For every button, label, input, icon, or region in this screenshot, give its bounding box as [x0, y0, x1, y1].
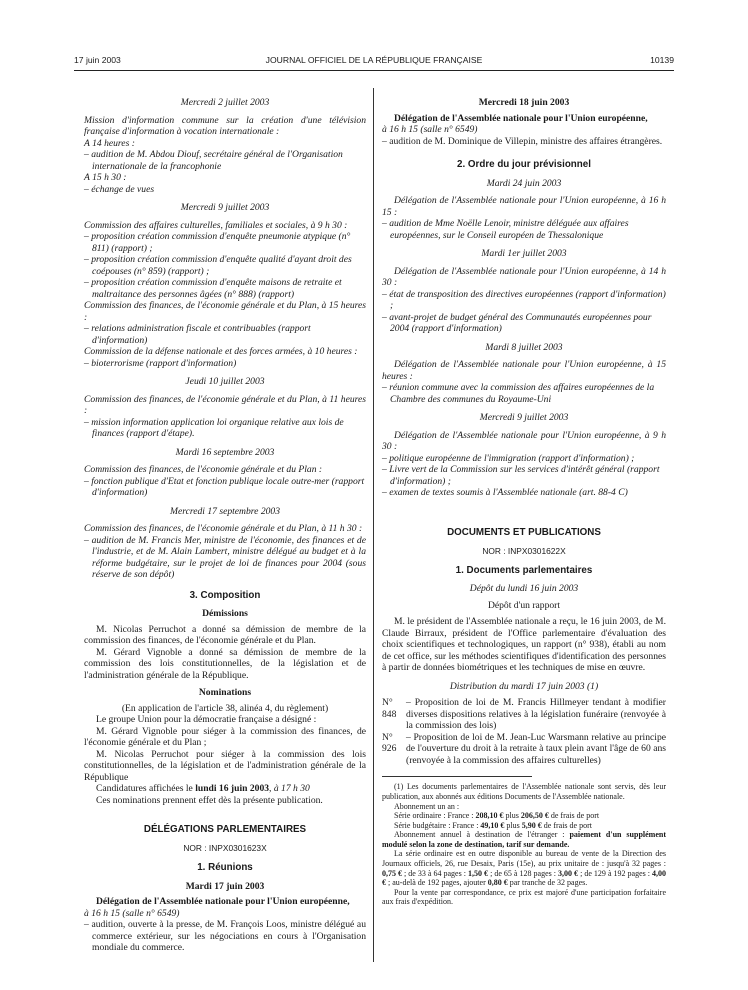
header-date: 17 juin 2003 [74, 55, 121, 65]
price: 0,75 € [382, 868, 403, 878]
text-span: Série budgétaire : France : [394, 820, 481, 830]
meeting-time: A 14 heures : [84, 137, 135, 149]
price: 5,90 € [521, 820, 542, 830]
agenda-item: – politique européenne de l'immigration (rapport d'information) ; [382, 452, 635, 464]
document-entry [382, 697, 666, 732]
body-heading: Délégation de l'Assemblée nationale pour l'Union européenne, [96, 896, 350, 908]
agenda-item: – audition de Mme Noëlle Lenoir, ministre déléguée aux affaires européennes, sur le Conseil européen de Thessalonique [382, 218, 629, 241]
document-entry [382, 732, 666, 767]
paragraph: M. le président de l'Assemblée nationale a reçu, le 16 juin 2003, de M. Claude Birraux, président de l'Office parlementaire d'évaluation des choix scientifiques et technologiques, un rapport (n° 938), établi au nom de cet office, sur les méthodes scientifiques d'identification des personnes à partir de données biométriques et les techniques de mise en œuvre. [382, 616, 666, 674]
document-title: – Proposition de loi de M. Jean-Luc Warsmann relative au principe de l'ouverture du droit à la retraite à taux plein avant l'âge de 60 ans (renvoyée à la commission des affaires culturelles) [406, 731, 666, 766]
paragraph: Le groupe Union pour la démocratie française a désigné : [96, 714, 317, 726]
text-span: Série ordinaire : France : [394, 811, 476, 821]
price: 208,10 € [475, 811, 504, 821]
text-span: La série ordinaire est en outre disponible au bureau de vente de la Direction des Journaux officiels, 26, rue Desaix, Paris (15e), au prix unitaire de : jusqu'à 32 pages : [382, 849, 666, 869]
text-span: , à 17 h 30 [269, 783, 310, 795]
document-title: – Proposition de loi de M. Francis Hillmeyer tendant à modifier diverses dispositions relatives à la législation funéraire (renvoyée à la commission des lois) [406, 697, 666, 732]
agenda-item: – proposition création commission d'enquête maisons de retraite et maltraitance des personnes âgées (n° 888) (rapport) [84, 277, 342, 300]
agenda-item: – proposition création commission d'enquête qualité d'ayant droit des coépouses (n° 859) (rapport) ; [84, 254, 352, 277]
date-heading: Distribution du mardi 17 juin 2003 (1) [449, 680, 599, 692]
text-span: ; de 33 à 64 pages : [402, 868, 469, 878]
text-span: de frais de port [541, 820, 592, 830]
agenda-item: – audition, ouverte à la presse, de M. François Loos, ministre délégué au commerce extérieur, sur les négociations en cours à l'Organisation mondiale du commerce. [84, 919, 366, 954]
date-heading: Mardi 16 septembre 2003 [175, 446, 275, 458]
agenda-item: – relations administration fiscale et contribuables (rapport d'information) [84, 323, 311, 346]
date-heading: Jeudi 10 juillet 2003 [185, 376, 265, 387]
agenda-item: – fonction publique d'Etat et fonction publique locale outre-mer (rapport d'information) [84, 475, 365, 498]
header-page-number: 10139 [650, 55, 674, 65]
meeting-body: Commission des finances, de l'économie générale et du Plan : [84, 464, 323, 475]
subsection-heading: Dépôt d'un rapport [487, 599, 561, 611]
paragraph: M. Nicolas Perruchot a donné sa démission de membre de la commission des finances, de l'économie générale et du Plan. [84, 623, 366, 647]
date-heading: Mercredi 9 juillet 2003 [180, 202, 270, 213]
meeting-body: Délégation de l'Assemblée nationale pour l'Union européenne, à 16 h 15 : [382, 195, 666, 218]
paragraph: M. Gérard Vignoble a donné sa démission de membre de la commission des lois constitutionnelles, de la législation et de l'administration générale de la République. [84, 646, 366, 681]
meeting-body: Commission des finances, de l'économie générale et du Plan, à 11 heures : [84, 393, 366, 416]
meeting-body: Commission des affaires culturelles, familiales et sociales, à 9 h 30 : [84, 219, 348, 231]
meeting-body: Délégation de l'Assemblée nationale pour l'Union européenne, à 14 h 30 : [382, 265, 666, 289]
section-heading: 1. Documents parlementaires [455, 564, 593, 576]
subsection-heading: Démissions [202, 608, 248, 620]
date-heading: Mercredi 18 juin 2003 [478, 97, 570, 108]
agenda-item: – examen de textes soumis à l'Assemblée nationale (art. 88-4 C) [382, 487, 628, 499]
price: 206,50 € [520, 811, 549, 821]
document-number: N° 926 [382, 731, 397, 755]
agenda-item: – avant-projet de budget général des Communautés européennes pour 2004 (rapport d'information) [382, 311, 652, 335]
price: 1,50 € [468, 868, 489, 878]
agenda-item: – Livre vert de la Commission sur les services d'intérêt général (rapport d'information) ; [382, 464, 660, 487]
agenda-item: – échange de vues [84, 183, 155, 195]
meeting-time: A 15 h 30 : [84, 172, 127, 183]
footnote-text: Abonnement un an : [394, 801, 460, 811]
nor-code: NOR : INPX0301622X [482, 545, 566, 556]
meeting-body: Délégation de l'Assemblée nationale pour l'Union européenne, à 9 h 30 : [382, 429, 666, 453]
meeting-body: Commission des finances, de l'économie générale et du Plan, à 11 h 30 : [84, 523, 363, 534]
price: 0,80 € [487, 878, 508, 888]
date-heading: Mardi 8 juillet 2003 [485, 341, 563, 353]
date-heading: Mardi 24 juin 2003 [486, 177, 562, 189]
text-span: Candidatures affichées le [96, 783, 196, 795]
text-span: Abonnement annuel à destination de l'étranger : [394, 830, 570, 840]
footnote-text [382, 849, 666, 887]
agenda-item: – audition de M. Francis Mer, ministre de l'économie, des finances et de l'industrie, et de M. Alain Lambert, ministre délégué au budget et à la réforme budgétaire, sur le projet de loi de finances pour 2004 (sous réserve de son dépôt) [84, 534, 366, 580]
header-rule [74, 70, 674, 71]
paragraph: (En application de l'article 38, alinéa 4, du règlement) [121, 702, 329, 714]
meeting-body: Commission des finances, de l'économie générale et du Plan, à 15 heures : [84, 300, 366, 323]
agenda-item: – état de transposition des directives européennes (rapport d'information) ; [382, 288, 666, 312]
price: 49,10 € [480, 820, 505, 830]
text-span: ; de 129 à 192 pages : [578, 868, 653, 878]
price: 4,00 € [382, 868, 667, 888]
date-heading: Dépôt du lundi 16 juin 2003 [469, 583, 579, 595]
meeting-body: Mission d'information commune sur la création d'une télévision française d'information à vocation internationale : [84, 114, 366, 137]
section-heading: 1. Réunions [197, 862, 253, 874]
left-column [84, 97, 366, 954]
text-span: par tranche de 32 pages. [507, 878, 588, 888]
agenda-item: – proposition création commission d'enquête pneumonie atypique (n° 811) (rapport) ; [84, 231, 351, 254]
date-heading: Mardi 1er juillet 2003 [481, 248, 567, 260]
price: 3,00 € [558, 868, 579, 878]
section-heading: 3. Composition [189, 589, 261, 601]
footnote-text [382, 830, 666, 849]
subsection-heading: Nominations [198, 687, 252, 699]
footnote-text: (1) Les documents parlementaires de l'Assemblée nationale sont servis, dès leur publication, aux abonnés aux éditions Documents de l'Assemblée nationale. [382, 782, 666, 801]
nor-code: NOR : INPX0301623X [183, 843, 267, 853]
footnote-text [382, 821, 666, 831]
page-header [74, 55, 674, 69]
date-heading: Mercredi 9 juillet 2003 [479, 412, 569, 424]
paragraph [84, 783, 366, 795]
meeting-body: Commission de la défense nationale et des forces armées, à 10 heures : [84, 346, 358, 357]
date-heading: Mardi 17 juin 2003 [185, 880, 265, 892]
footnote-text: Pour la vente par correspondance, ce prix est majoré d'une participation forfaitaire aux frais d'expédition. [382, 887, 666, 907]
paragraph: Ces nominations prennent effet dès la présente publication. [96, 794, 323, 806]
agenda-item: – audition de M. Abdou Diouf, secrétaire général de l'Organisation internationale de la francophonie [84, 149, 343, 172]
agenda-item: – bioterrorisme (rapport d'information) [84, 357, 237, 369]
section-heading: DOCUMENTS ET PUBLICATIONS [447, 526, 601, 538]
text-span: plus [503, 811, 521, 821]
paragraph: M. Nicolas Perruchot pour siéger à la commission des lois constitutionnelles, de la législation et de l'administration générale de la République [84, 748, 366, 783]
text-span: ; au-delà de 192 pages, ajouter [386, 878, 488, 888]
text-span: de frais de port [548, 811, 600, 821]
section-heading: DÉLÉGATIONS PARLEMENTAIRES [143, 824, 307, 836]
body-heading: Délégation de l'Assemblée nationale pour l'Union européenne, [394, 112, 648, 124]
agenda-item: – mission information application loi organique relative aux lois de finances (rapport d'étape). [84, 416, 344, 439]
meeting-body: Délégation de l'Assemblée nationale pour l'Union européenne, à 15 heures : [382, 359, 666, 382]
agenda-item: – réunion commune avec la commission des affaires européennes de la Chambre des communes du Royaume-Uni [382, 382, 655, 405]
footnote-text [382, 811, 666, 821]
date-heading: Mercredi 17 septembre 2003 [169, 505, 281, 517]
document-number: N° 848 [382, 697, 397, 720]
paragraph: M. Gérard Vignoble pour siéger à la commission des finances, de l'économie générale et du Plan ; [84, 725, 366, 749]
date-heading: Mercredi 2 juillet 2003 [180, 97, 270, 108]
text-span: paiement d'un supplément modulé selon la zone de destination, tarif sur demande. [382, 830, 666, 849]
agenda-item: – audition de M. Dominique de Villepin, ministre des affaires étrangères. [382, 135, 663, 147]
right-column [382, 97, 666, 907]
text-span: plus [504, 820, 522, 830]
footnote-rule [382, 776, 532, 777]
text-span: lundi 16 juin 2003 [195, 783, 270, 795]
column-divider [373, 88, 374, 962]
section-heading: 2. Ordre du jour prévisionnel [457, 159, 591, 170]
header-title: JOURNAL OFFICIEL DE LA RÉPUBLIQUE FRANÇAISE [265, 55, 483, 65]
meeting-time: à 16 h 15 (salle n° 6549) [84, 907, 180, 919]
footnote [382, 782, 666, 907]
text-span: ; de 65 à 128 pages : [488, 868, 559, 878]
meeting-time: à 16 h 15 (salle n° 6549) [382, 124, 478, 135]
